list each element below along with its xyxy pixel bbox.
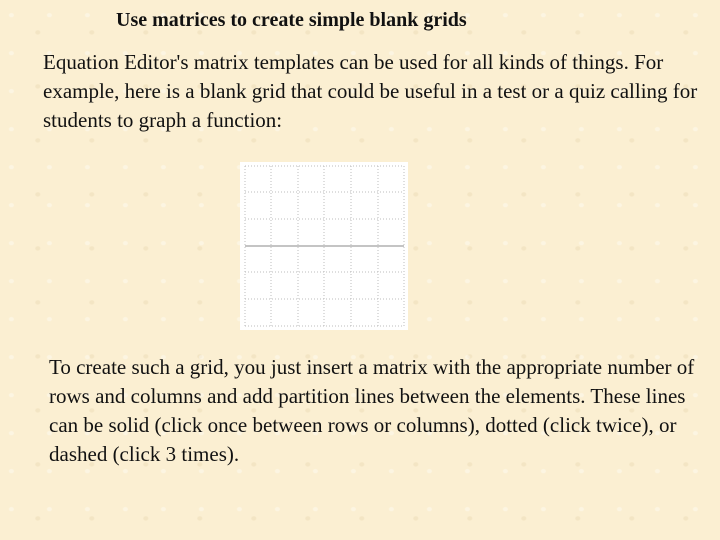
slide-title: Use matrices to create simple blank grids [116,9,467,31]
blank-grid-matrix [240,162,408,330]
grid-graphic [240,162,408,330]
intro-paragraph: Equation Editor's matrix templates can be used for all kinds of things. For example, here is a blank grid that could be useful in a test or a quiz calling for students to graph a function: [43,50,698,132]
explanation-paragraph: To create such a grid, you just insert a matrix with the appropriate number of rows and columns and add partition lines between the elements. These lines can be solid (click once between rows or columns), dotted (click twice), or dashed (click 3 times). [49,355,695,466]
